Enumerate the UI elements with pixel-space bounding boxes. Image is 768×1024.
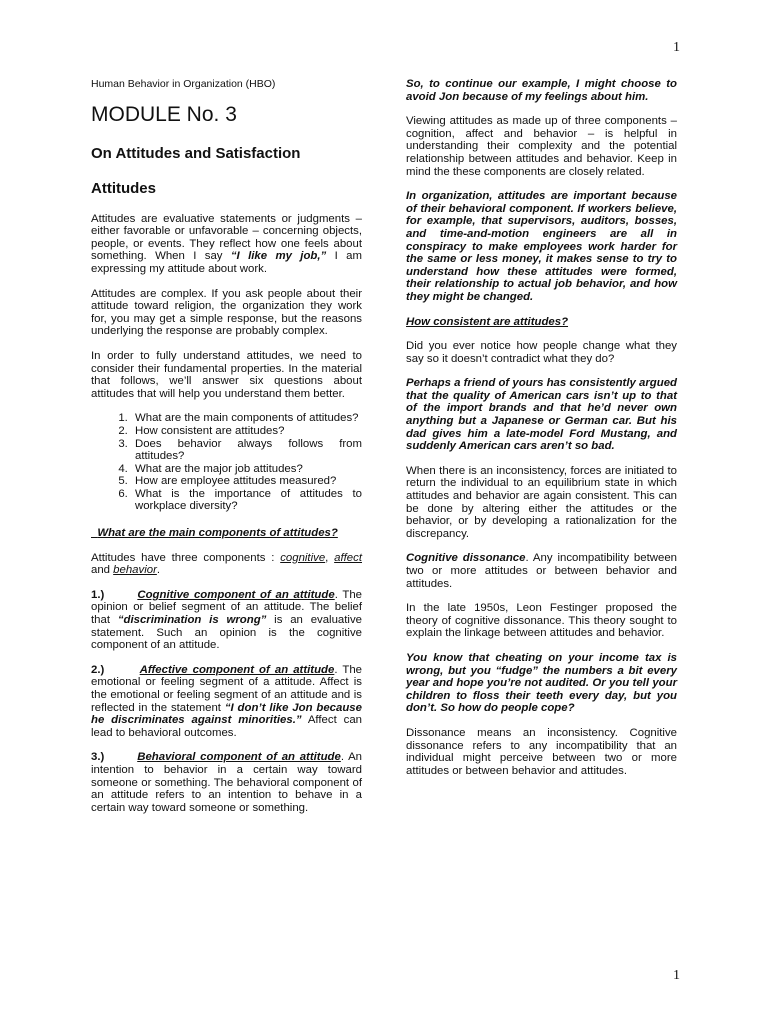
paragraph-viewing-attitudes: Viewing attitudes as made up of three components –cognition, affect and behavior – is helpful in understanding their complexity and the potential relationship between attitudes and behavior. Keep in mind the these components are closely related.: [406, 115, 677, 178]
section-heading-attitudes: Attitudes: [91, 179, 156, 197]
paragraph-friend-example: Perhaps a friend of yours has consistently argued that the quality of American cars isn’t up to that of the import brands and that he’d never own anything but a Japanese or German car. But his dad gives him a late-model Ford Mustang, and suddenly American cars aren’t so bad.: [406, 377, 677, 453]
course-title: Human Behavior in Organization (HBO): [91, 78, 276, 90]
list-item: 3. Does behavior always follows from attitudes?: [131, 438, 362, 463]
document-title: On Attitudes and Satisfaction: [91, 144, 301, 162]
heading-main-components: What are the main components of attitudes?: [97, 527, 338, 540]
paragraph-notice: Did you ever notice how people change what they say so it doesn’t contradict what they do?: [406, 340, 677, 365]
list-item: 5. How are employee attitudes measured?: [131, 475, 362, 488]
page-number-top: 1: [673, 40, 680, 55]
questions-list: [91, 412, 362, 513]
paragraph-organization: In organization, attitudes are important because of their behavioral component. If workers believe, for example, that supervisors, auditors, bosses, and time-and-motion engineers are all in conspiracy to make employees work harder for the same or less money, it makes sense to try to understand how these attitudes were formed, their relationship to actual job behavior, and how they might be changed.: [406, 190, 677, 303]
paragraph-three-components: Attitudes have three components : cognitive, affect and behavior.: [91, 551, 362, 577]
list-item: 1. What are the main components of attitudes?: [131, 412, 362, 425]
list-item: 2. How consistent are attitudes?: [131, 425, 362, 438]
paragraph-affective-component: 2.) Affective component of an attitude. The emotional or feeling segment of a attitude. Affect is the emotional or feeling segment of an attitude and is reflected in the statement “I don’t like Jon because he discriminates against minorities.” Affect can lead to behavioral outcomes.: [91, 663, 363, 739]
paragraph-properties: In order to fully understand attitudes, we need to consider their fundamental properties. In the material that follows, we’ll answer six questions about attitudes that will help you understand them better.: [91, 349, 362, 400]
paragraph-behavioral-component: 3.) Behavioral component of an attitude. An intention to behavior in a certain way toward someone or something. The behavioral component of an attitude refers to an intention to behave in a certain way toward someone or something.: [91, 751, 363, 814]
paragraph-cognitive-dissonance-definition: Cognitive dissonance. Any incompatibility between two or more attitudes or between behavior and attitudes.: [406, 552, 677, 590]
page-number-bottom: 1: [673, 968, 680, 983]
left-column: [91, 78, 362, 826]
heading-how-consistent: How consistent are attitudes?: [406, 315, 569, 328]
paragraph-festinger: In the late 1950s, Leon Festinger proposed the theory of cognitive dissonance. This theory sought to explain the linkage between attitudes and behavior.: [406, 602, 677, 640]
module-title: MODULE No. 3: [91, 102, 237, 126]
paragraph-cognitive-component: 1.) Cognitive component of an attitude. The opinion or belief segment of an attitude. The belief that “discrimination is wrong” is an evaluative statement. Such an opinion is the cognitive component of an attitude.: [91, 588, 363, 652]
paragraph-definition: Attitudes are evaluative statements or judgments – either favorable or unfavorable – concerning objects, people, or events. They reflect how one feels about something. When I say “I like my job,” I am expressing my attitude about work.: [91, 212, 362, 275]
paragraph-complex: Attitudes are complex. If you ask people about their attitude toward religion, the organization they work for, you may get a simple response, but the reasons underlying the response are probably complex.: [91, 287, 362, 338]
paragraph-inconsistency: When there is an inconsistency, forces are initiated to return the individual to an equilibrium state in which attitudes and behavior are again consistent. This can be done by altering either the attitudes or the behavior, or by developing a rationalization for the discrepancy.: [406, 464, 677, 540]
paragraph-income-tax-example: You know that cheating on your income tax is wrong, but you “fudge” the numbers a bit every year and hope you’re not audited. Or you tell your children to floss their teeth every day, but you don’t. So how do people cope?: [406, 651, 677, 715]
paragraph-dissonance-meaning: Dissonance means an inconsistency. Cognitive dissonance refers to any incompatibility that an individual might perceive between two or more attitudes or between behavior and attitudes.: [406, 726, 677, 777]
list-item: 4. What are the major job attitudes?: [131, 463, 362, 476]
right-column: [406, 78, 677, 789]
list-item: 6. What is the importance of attitudes to workplace diversity?: [131, 488, 362, 513]
paragraph-example-jon: So, to continue our example, I might choose to avoid Jon because of my feelings about him.: [406, 78, 677, 103]
